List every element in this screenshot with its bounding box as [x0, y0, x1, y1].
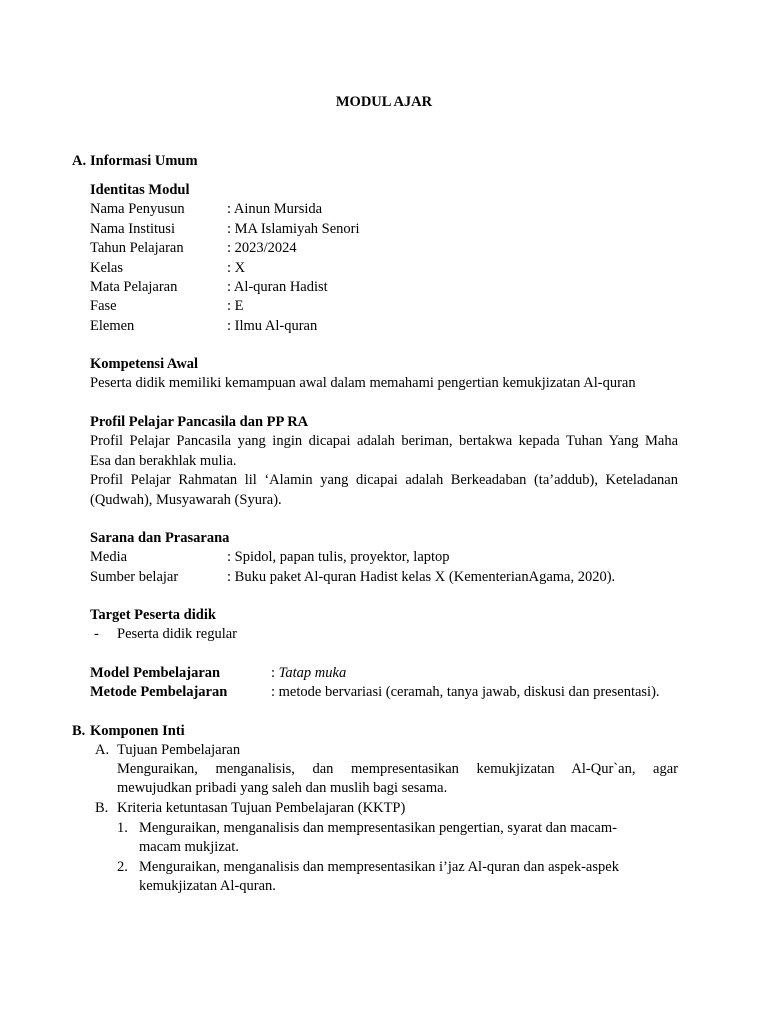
tujuan-body	[117, 760, 678, 799]
section-b-heading	[72, 722, 185, 741]
section-a-title: Informasi Umum	[90, 153, 198, 169]
tujuan-line-1: Menguraikan, menganalisis, dan mempresentasikan kemukjizatan Al-Qur`an, agar	[117, 761, 678, 777]
sarana-label: Sumber belajar	[90, 568, 179, 585]
metode-label: Metode Pembelajaran	[90, 684, 228, 701]
identitas-row	[90, 278, 678, 297]
identitas-label: Tahun Pelajaran	[90, 240, 184, 257]
sarana-value: : Spidol, papan tulis, proyektor, laptop	[227, 549, 450, 566]
identitas-row	[90, 200, 678, 219]
identitas-value: : E	[227, 298, 244, 315]
identitas-label: Elemen	[90, 317, 135, 334]
identitas-modul	[90, 181, 678, 336]
identitas-label: Kelas	[90, 259, 124, 276]
tujuan-heading	[95, 741, 678, 760]
kktp-item-line-2: macam mukjizat.	[139, 839, 239, 856]
identitas-value: : Ainun Mursida	[227, 201, 323, 218]
profil-paragraph-1-line-2: Esa dan berakhlak mulia.	[90, 452, 237, 469]
kompetensi-awal	[90, 355, 678, 394]
identitas-value: : MA Islamiyah Senori	[227, 220, 360, 237]
kktp-list-item	[117, 858, 637, 897]
kktp-item-number: 1.	[117, 820, 128, 836]
kktp-item-line-1: Menguraikan, menganalisis dan mempresentasikan pengertian, syarat dan macam-	[139, 820, 617, 836]
model-row	[90, 664, 678, 683]
profil-pelajar	[90, 413, 678, 510]
dash-bullet: -	[94, 626, 99, 643]
sarana-value: : Buku paket Al-quran Hadist kelas X (KementerianAgama, 2020).	[227, 568, 616, 585]
identitas-value: : 2023/2024	[227, 240, 297, 257]
profil-paragraph-1-line-1: Profil Pelajar Pancasila yang ingin dicapai adalah beriman, bertakwa kepada Tuhan Yang Maha	[90, 433, 678, 450]
identitas-label: Nama Institusi	[90, 220, 175, 237]
identitas-label: Fase	[90, 298, 117, 315]
identitas-row	[90, 239, 678, 258]
section-b-title: Komponen Inti	[90, 723, 185, 739]
tujuan-title: Tujuan Pembelajaran	[117, 742, 241, 758]
profil-paragraph-2-line-2: (Qudwah), Musyawarah (Syura).	[90, 491, 282, 508]
kompetensi-text: Peserta didik memiliki kemampuan awal dalam memahami pengertian kemukjizatan Al-quran	[90, 375, 636, 392]
target-peserta	[90, 606, 678, 645]
profil-title: Profil Pelajar Pancasila dan PP RA	[90, 414, 309, 430]
kktp-item-line-2: kemukjizatan Al-quran.	[139, 878, 276, 895]
model-metode	[90, 664, 678, 703]
tujuan-line-2: mewujudkan pribadi yang saleh dan muslih bagi sesama.	[117, 780, 448, 797]
identitas-row	[90, 220, 678, 239]
identitas-label: Mata Pelajaran	[90, 279, 178, 296]
sarana-label: Media	[90, 549, 128, 566]
identitas-title: Identitas Modul	[90, 182, 190, 198]
model-colon: :	[271, 665, 279, 681]
kktp-item-number: 2.	[117, 859, 128, 875]
kktp-title: Kriteria ketuntasan Tujuan Pembelajaran (KKTP)	[117, 800, 406, 816]
identitas-label: Nama Penyusun	[90, 201, 185, 218]
sarana-prasarana	[90, 529, 678, 587]
model-value: Tatap muka	[278, 665, 347, 681]
target-list-item	[90, 625, 678, 644]
kompetensi-title: Kompetensi Awal	[90, 356, 199, 372]
document-title: MODUL AJAR	[335, 94, 433, 110]
profil-paragraph-2-line-1: Profil Pelajar Rahmatan lil ‘Alamin yang dicapai adalah Berkeadaban (ta’addub), Keteladanan	[90, 472, 678, 489]
section-a-heading	[72, 152, 198, 171]
model-label: Model Pembelajaran	[90, 665, 221, 681]
identitas-value: : X	[227, 259, 246, 276]
identitas-row	[90, 259, 678, 278]
metode-row	[90, 683, 678, 702]
section-b-number: B.	[72, 723, 86, 739]
kktp-letter: B.	[95, 800, 109, 816]
sarana-row	[90, 548, 678, 567]
kktp-item-line-1: Menguraikan, menganalisis dan mempresentasikan i’jaz Al-quran dan aspek-aspek	[139, 859, 619, 875]
identitas-value: : Al-quran Hadist	[227, 279, 328, 296]
identitas-value: : Ilmu Al-quran	[227, 317, 318, 334]
section-a-number: A.	[72, 153, 87, 169]
identitas-row	[90, 317, 678, 336]
sarana-row	[90, 568, 678, 587]
sarana-title: Sarana dan Prasarana	[90, 530, 230, 546]
tujuan-letter: A.	[95, 742, 110, 758]
metode-value: : metode bervariasi (ceramah, tanya jawab, diskusi dan presentasi).	[271, 684, 660, 701]
identitas-row	[90, 297, 678, 316]
target-item-text: Peserta didik regular	[117, 626, 237, 643]
kktp-list-item	[117, 819, 637, 858]
target-title: Target Peserta didik	[90, 607, 216, 623]
kktp-heading	[95, 799, 678, 818]
